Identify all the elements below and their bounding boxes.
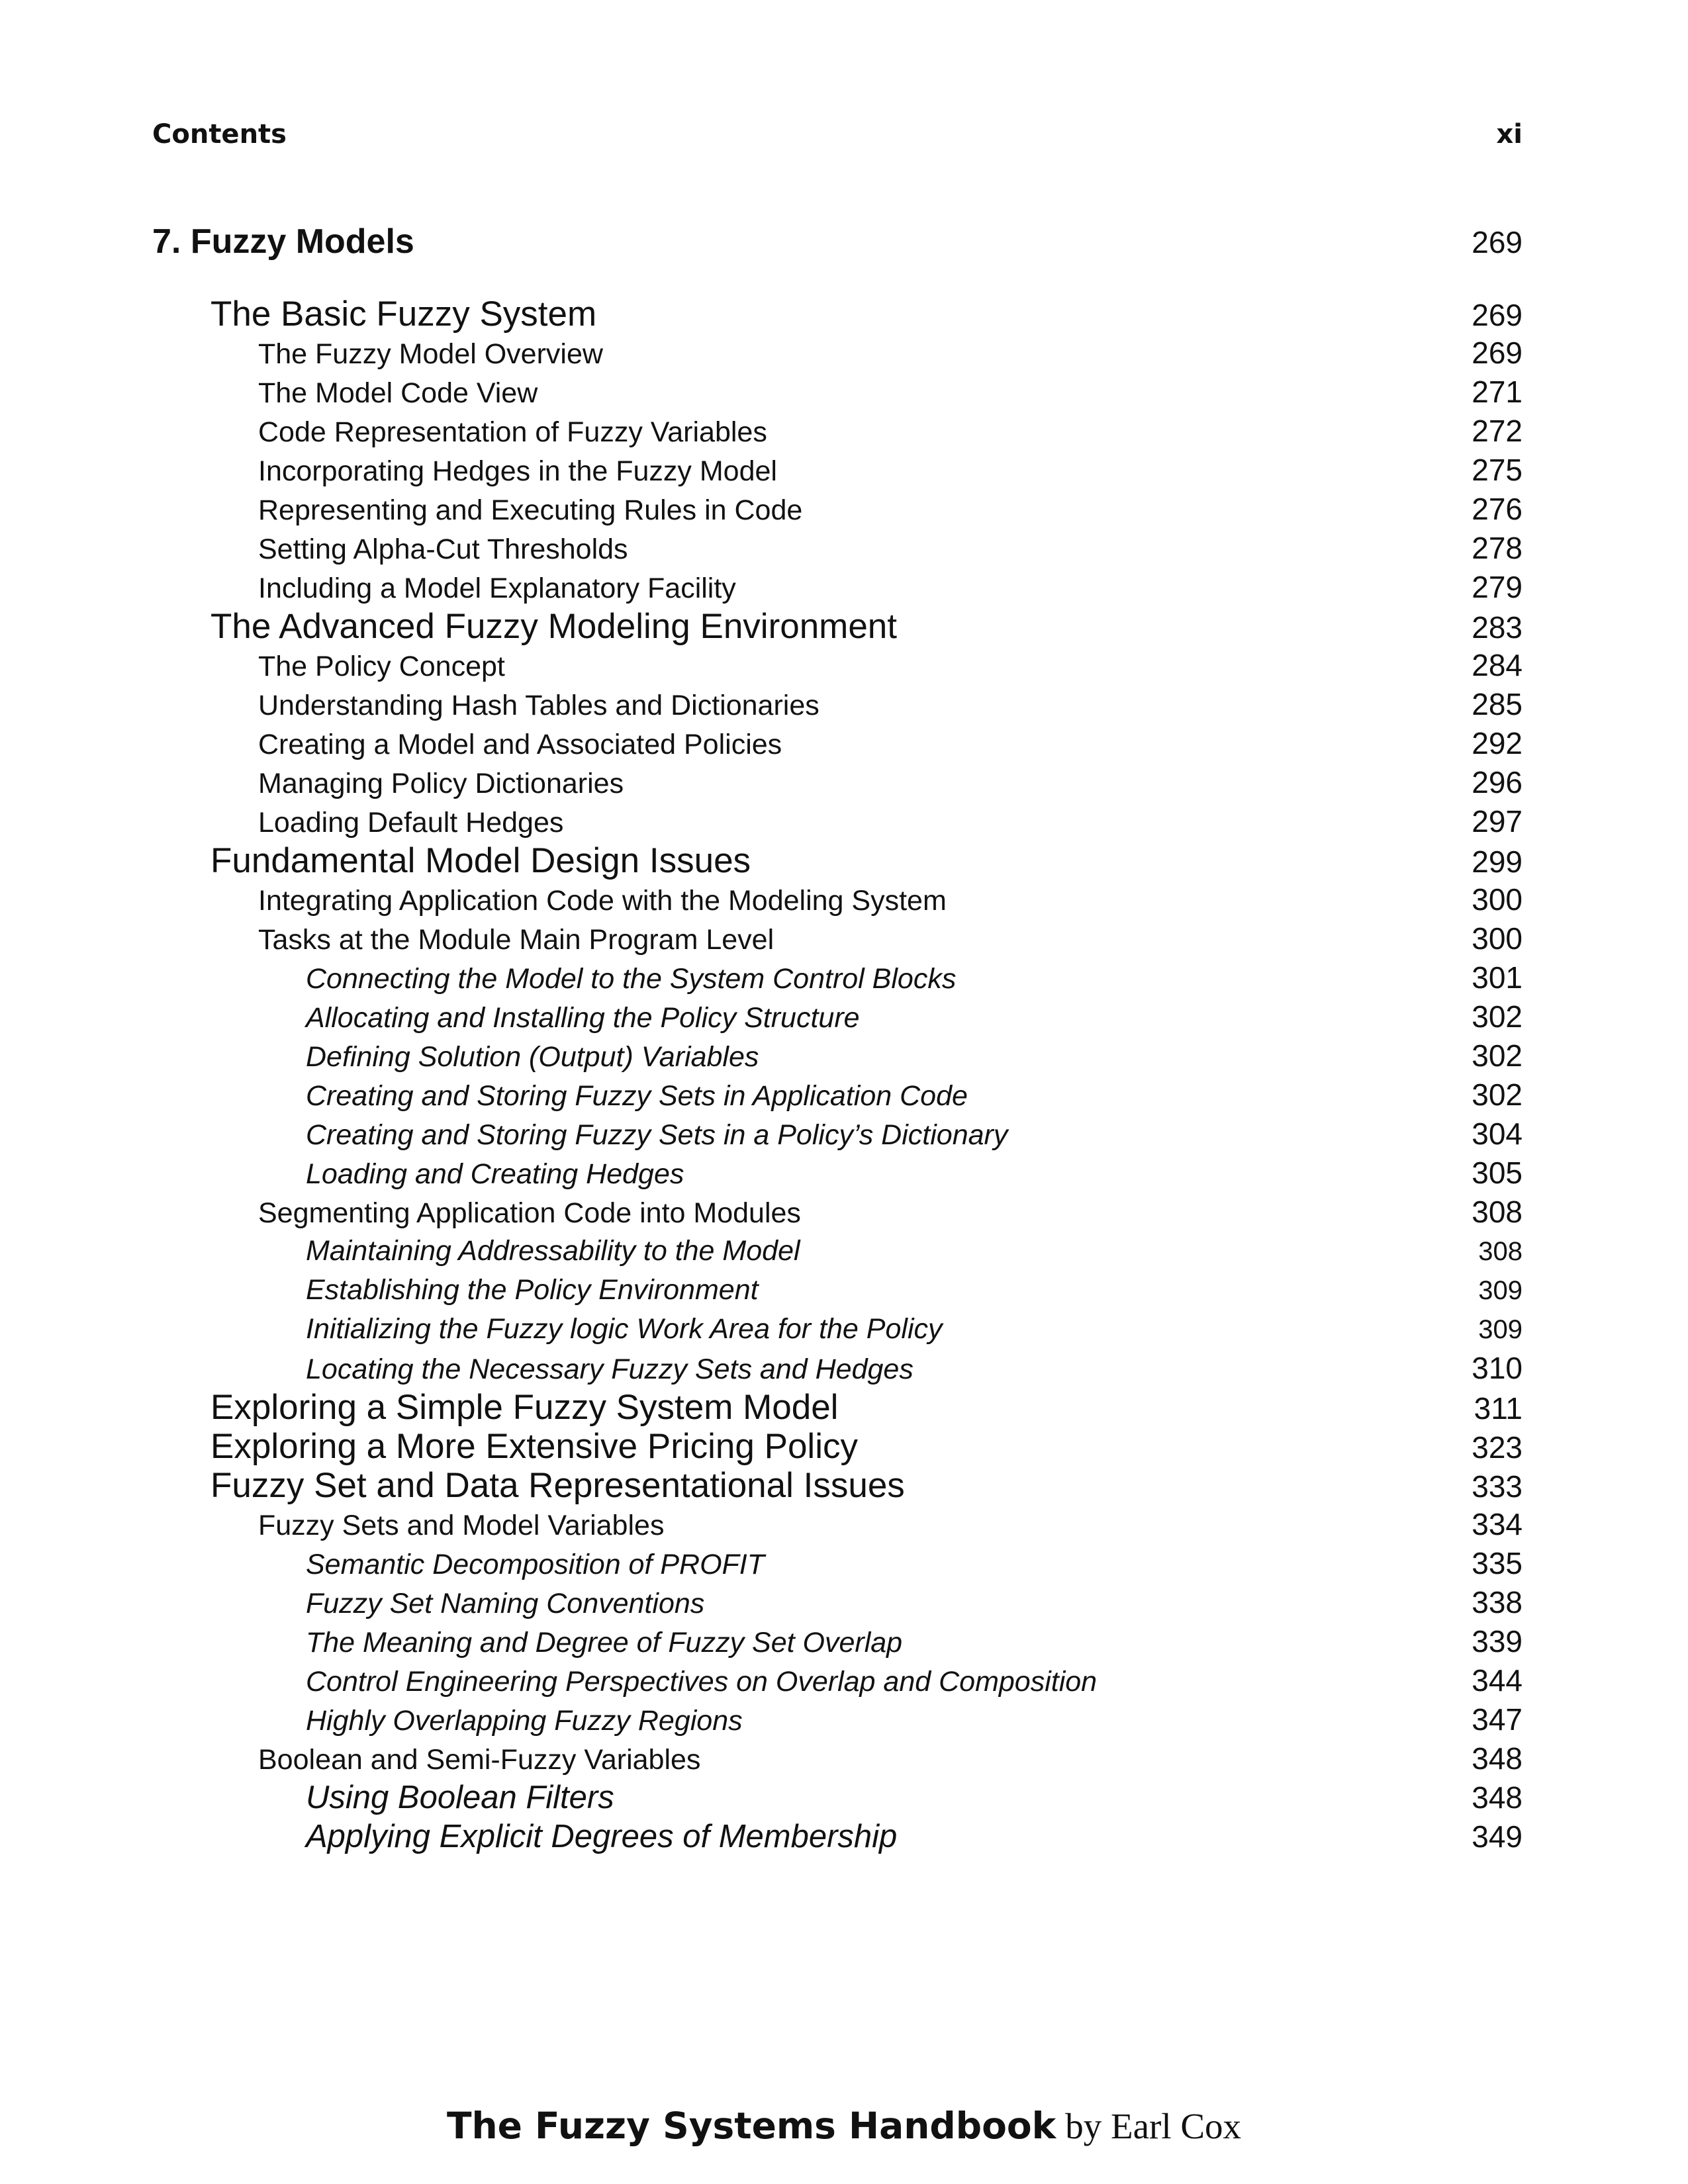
toc-title: Managing Policy Dictionaries [258, 768, 624, 799]
toc-title: Including a Model Explanatory Facility [258, 572, 736, 604]
toc-page-number: 308 [1478, 1237, 1523, 1266]
toc-title: Initializing the Fuzzy logic Work Area for the Policy [306, 1313, 943, 1345]
toc-page-number: 284 [1472, 648, 1523, 682]
toc-title: Understanding Hash Tables and Dictionaries [258, 690, 820, 721]
toc-subsection-entry[interactable] [152, 919, 1523, 958]
toc-title: The Model Code View [258, 377, 538, 409]
toc-page-number: 309 [1478, 1315, 1523, 1344]
toc-subsection-entry[interactable] [152, 685, 1523, 724]
toc-page-number: 333 [1472, 1469, 1523, 1504]
toc-title: The Basic Fuzzy System [211, 295, 597, 334]
toc-title: Applying Explicit Degrees of Membership [306, 1819, 898, 1854]
toc-topic-entry[interactable] [152, 997, 1523, 1036]
toc-topic-entry[interactable] [152, 1310, 1523, 1349]
toc-subsection-entry[interactable] [152, 490, 1523, 529]
toc-topic-entry[interactable] [152, 1349, 1523, 1388]
toc-page-number: 348 [1472, 1780, 1523, 1815]
toc-title: Semantic Decomposition of PROFIT [306, 1549, 765, 1580]
toc-page-number: 338 [1472, 1585, 1523, 1619]
toc-subsection-entry[interactable] [152, 451, 1523, 490]
toc-title: Boolean and Semi-Fuzzy Variables [258, 1744, 701, 1776]
toc-page-number: 302 [1472, 1077, 1523, 1112]
toc-page-number: 302 [1472, 1038, 1523, 1073]
toc-page-number: 275 [1472, 453, 1523, 487]
toc-title: 7. Fuzzy Models [152, 222, 414, 261]
toc-page-number: 308 [1472, 1195, 1523, 1229]
running-head [152, 119, 1523, 150]
toc-topic-entry[interactable] [152, 1622, 1523, 1661]
toc-page-number: 335 [1472, 1546, 1523, 1580]
toc-page-number: 299 [1472, 844, 1523, 879]
toc-title: Loading Default Hedges [258, 807, 564, 839]
toc-title: Fundamental Model Design Issues [211, 841, 751, 880]
toc-title: Connecting the Model to the System Control Blocks [306, 963, 957, 995]
book-title: The Fuzzy Systems Handbook [446, 2105, 1056, 2147]
toc-subsection-entry[interactable] [152, 802, 1523, 841]
toc-title: Incorporating Hedges in the Fuzzy Model [258, 455, 777, 487]
toc-page-number: 278 [1472, 531, 1523, 565]
table-of-contents [152, 218, 1523, 1856]
toc-title: Fuzzy Set Naming Conventions [306, 1588, 705, 1619]
toc-page-number: 269 [1472, 298, 1523, 332]
toc-subsection-entry[interactable] [152, 1505, 1523, 1544]
toc-title: Creating a Model and Associated Policies [258, 729, 782, 760]
toc-topic-entry[interactable] [152, 1075, 1523, 1115]
toc-topic-entry[interactable] [152, 1583, 1523, 1622]
toc-title: The Policy Concept [258, 651, 505, 682]
toc-title: Creating and Storing Fuzzy Sets in Application Code [306, 1080, 968, 1112]
toc-page-number: 269 [1472, 336, 1523, 370]
toc-subsection-entry[interactable] [152, 724, 1523, 763]
toc-subsection-entry[interactable] [152, 412, 1523, 451]
toc-title: Exploring a Simple Fuzzy System Model [211, 1388, 839, 1427]
toc-title: Locating the Necessary Fuzzy Sets and Hedges [306, 1353, 914, 1385]
toc-subsection-entry[interactable] [152, 568, 1523, 607]
toc-page-number: 269 [1472, 225, 1523, 259]
toc-title: Fuzzy Set and Data Representational Issues [211, 1466, 905, 1505]
toc-section-entry[interactable] [152, 841, 1523, 880]
toc-title: Maintaining Addressability to the Model [306, 1235, 800, 1267]
toc-page-number: 311 [1474, 1391, 1523, 1426]
toc-topic-entry[interactable] [152, 1544, 1523, 1583]
toc-topic-entry[interactable] [152, 1232, 1523, 1271]
toc-title: Fuzzy Sets and Model Variables [258, 1510, 665, 1541]
toc-page-number: 348 [1472, 1741, 1523, 1776]
running-head-page-number: xi [1496, 119, 1523, 150]
toc-page-number: 285 [1472, 687, 1523, 721]
toc-title: Control Engineering Perspectives on Overlap and Composition [306, 1666, 1098, 1698]
toc-title: The Meaning and Degree of Fuzzy Set Overlap [306, 1627, 903, 1659]
toc-page-number: 297 [1472, 804, 1523, 839]
toc-page-number: 272 [1472, 414, 1523, 448]
toc-page-number: 300 [1472, 921, 1523, 956]
toc-title: Setting Alpha-Cut Thresholds [258, 533, 628, 565]
toc-page-number: 292 [1472, 726, 1523, 760]
toc-page-number: 349 [1472, 1819, 1523, 1854]
page-footer [0, 2105, 1688, 2147]
toc-subsection-entry[interactable] [152, 334, 1523, 373]
toc-page-number: 271 [1472, 375, 1523, 409]
toc-title: Segmenting Application Code into Modules [258, 1197, 801, 1229]
toc-topic-entry[interactable] [152, 1036, 1523, 1075]
toc-page-number: 301 [1472, 960, 1523, 995]
toc-subsection-entry[interactable] [152, 373, 1523, 412]
toc-page-number: 302 [1472, 999, 1523, 1034]
toc-title: Creating and Storing Fuzzy Sets in a Policy’s Dictionary [306, 1119, 1008, 1151]
toc-topic-entry[interactable] [152, 1115, 1523, 1154]
toc-topic-entry[interactable] [152, 1154, 1523, 1193]
toc-topic-entry[interactable] [152, 1661, 1523, 1700]
toc-page-number: 300 [1472, 882, 1523, 917]
toc-title: Establishing the Policy Environment [306, 1274, 759, 1306]
toc-page-number: 310 [1472, 1351, 1523, 1385]
toc-topic-entry[interactable] [152, 1817, 1523, 1856]
toc-section-entry[interactable] [152, 1466, 1523, 1505]
toc-page-number: 309 [1478, 1276, 1523, 1305]
toc-page-number: 339 [1472, 1624, 1523, 1659]
running-head-section: Contents [152, 119, 287, 150]
toc-page-number: 283 [1472, 610, 1523, 645]
toc-title: Representing and Executing Rules in Code [258, 494, 803, 526]
toc-title: The Fuzzy Model Overview [258, 338, 603, 370]
toc-title: The Advanced Fuzzy Modeling Environment [211, 607, 897, 646]
book-author: by Earl Cox [1065, 2106, 1242, 2146]
toc-title: Loading and Creating Hedges [306, 1158, 684, 1190]
toc-topic-entry[interactable] [152, 1271, 1523, 1310]
toc-topic-entry[interactable] [152, 1700, 1523, 1739]
toc-page-number: 334 [1472, 1507, 1523, 1541]
toc-page-number: 305 [1472, 1156, 1523, 1190]
toc-title: Tasks at the Module Main Program Level [258, 924, 774, 956]
toc-title: Integrating Application Code with the Modeling System [258, 885, 947, 917]
toc-title: Allocating and Installing the Policy Structure [306, 1002, 860, 1034]
toc-section-entry[interactable] [152, 607, 1523, 646]
toc-page-number: 344 [1472, 1663, 1523, 1698]
toc-topic-entry[interactable] [152, 1778, 1523, 1817]
toc-title: Code Representation of Fuzzy Variables [258, 416, 767, 448]
toc-chapter-entry[interactable] [152, 218, 1523, 265]
toc-section-entry[interactable] [152, 295, 1523, 334]
toc-title: Exploring a More Extensive Pricing Policy [211, 1427, 858, 1466]
toc-title: Defining Solution (Output) Variables [306, 1041, 759, 1073]
toc-section-entry[interactable] [152, 1388, 1523, 1427]
toc-subsection-entry[interactable] [152, 880, 1523, 919]
toc-subsection-entry[interactable] [152, 1193, 1523, 1232]
toc-subsection-entry[interactable] [152, 529, 1523, 568]
toc-page-number: 304 [1472, 1116, 1523, 1151]
toc-page-number: 347 [1472, 1702, 1523, 1737]
toc-page-number: 323 [1472, 1430, 1523, 1465]
toc-page-number: 296 [1472, 765, 1523, 799]
toc-page-number: 279 [1472, 570, 1523, 604]
toc-subsection-entry[interactable] [152, 1739, 1523, 1778]
toc-page-number: 276 [1472, 492, 1523, 526]
toc-topic-entry[interactable] [152, 958, 1523, 997]
toc-title: Highly Overlapping Fuzzy Regions [306, 1705, 743, 1737]
toc-subsection-entry[interactable] [152, 646, 1523, 685]
toc-section-entry[interactable] [152, 1427, 1523, 1466]
toc-title: Using Boolean Filters [306, 1780, 614, 1815]
toc-subsection-entry[interactable] [152, 763, 1523, 802]
